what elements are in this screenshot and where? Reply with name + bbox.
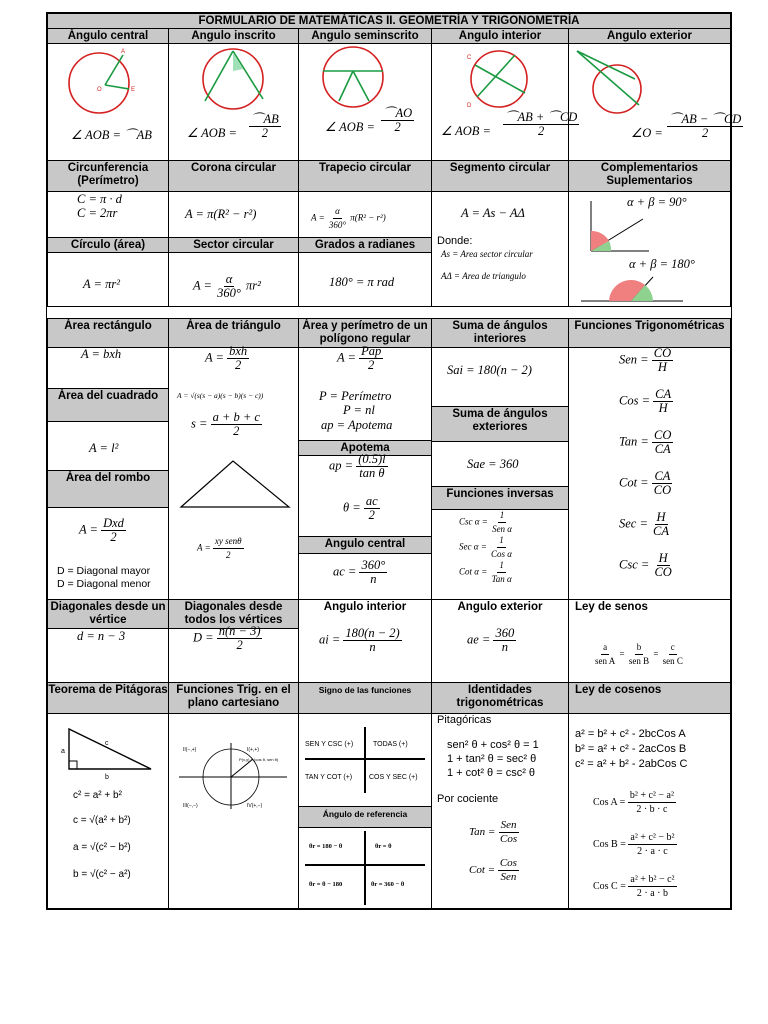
header-angulo-referencia: Ángulo de referencia [298,806,432,828]
header-area-rectangulo: Área rectángulo [47,318,169,348]
senos-a: a [601,641,609,655]
tri-lhs: A = [205,350,224,365]
formula-rombo [79,517,126,544]
tri-sen-den: 2 [226,550,231,560]
csc-num: H [658,551,668,565]
interior-angle-diagram [465,49,545,111]
header-angulo-inscrito: Angulo inscrito [168,28,299,44]
trapecio-num: α [333,205,342,219]
label-A: A [121,49,126,55]
formula-ley-senos: $\frac{a}{\text{sen A}}$ = $\frac{b}{\text{sen B}}$ = $\frac{c}{\text{sen C}}$ [595,642,683,666]
cotq-den: Sen [500,871,517,883]
formula-exterior-lhs: ∠O = [631,126,663,140]
complementary-angle-diagram [583,199,653,257]
diag2-den: 2 [236,638,243,652]
rombo-note-mayor: D = Diagonal mayor [57,565,151,577]
inscrito-num: ⌒AB [251,112,279,126]
header-area-triangulo: Área de triángulo [168,318,299,348]
senos-senA: sen A [595,656,616,666]
ad-definition: AΔ = Area de triangulo [441,271,526,281]
right-triangle-diagram [61,725,157,781]
header-grados: Grados a radianes [298,237,432,253]
rombo-lhs: A = [79,522,98,537]
header-identidades: Identidades trigonométricas [431,682,569,714]
csc-inv-num: 1 [498,509,507,523]
tri-sen-num: xy senθ [213,535,244,549]
apotema-lhs: ap = [329,458,354,473]
apotema-num: (0.5)l [358,452,386,466]
sec-inv-lhs: Sec α = [459,541,487,552]
formula-cos-A [593,789,676,816]
header-pitagoras: Teorema de Pitágoras [47,682,169,714]
formula-sector [193,273,261,300]
ae-lhs: ae = [467,632,491,647]
formula-trapecio [311,205,386,232]
sec-lhs: Sec = [619,516,648,531]
formula-sheet [46,12,742,910]
header-angulo-seminscrito: Angulo seminscrito [298,28,432,44]
formula-sec [619,511,671,538]
formula-circulo: A = πr² [83,277,120,291]
header-funciones-trig: Funciones Trigonométricas [568,318,731,348]
formula-cot [619,470,673,497]
header-circunferencia: Circunferencia (Perímetro) [47,160,169,192]
trapecio-den: 360° [328,220,347,230]
cot-inv-lhs: Cot α = [459,566,488,577]
tan-lhs: Tan = [619,434,649,449]
formula-cot-inv [459,559,514,586]
sec-inv-den: Cos α [491,549,513,559]
poly-num: Pap [361,344,382,358]
quadrant-I: I(+,+) [247,747,259,753]
formula-cos-B [593,831,677,858]
senos-senC: sen C [662,656,683,666]
header-apotema: Apotema [298,440,432,456]
senos-c: c [669,641,677,655]
central-angle-diagram [67,49,147,109]
trapecio-rhs: π(R² − r²) [350,212,386,223]
apotema-den: tan θ [359,466,385,480]
senos-senB: sen B [628,656,650,666]
cotq-lhs: Cot = [469,864,496,877]
header-corona: Corona circular [168,160,299,192]
formula-complementarios: α + β = 90° [627,195,687,209]
formula-inscrito-frac [249,113,281,140]
header-angulo-interior: Angulo interior [431,28,569,44]
sign-q1: TODAS (+) [373,741,408,748]
tanq-lhs: Tan = [469,826,496,839]
cot-num: CA [654,469,671,483]
formula-circ-d: C = π · d [77,192,122,206]
label-C: C [467,55,472,61]
pitagoricas-label: Pitagóricas [437,714,492,726]
sec-num: H [656,510,666,524]
header-angulo-central-poligono: Angulo central [298,536,432,554]
csc-inv-lhs: Csc α = [459,516,488,527]
header-ley-cosenos: Ley de cosenos [568,682,731,714]
csc-den: CO [654,565,672,579]
theta-lhs: θ = [343,500,361,515]
cociente-label: Por cociente [437,793,499,805]
ae-den: n [501,640,508,654]
formula-cot-cociente [469,857,519,884]
header-diagonales-todos: Diagonales desde todos los vértices [168,599,299,629]
identity-3: 1 + cot² θ = csc² θ [447,767,536,779]
ai-num: 180(n − 2) [345,626,400,640]
exterior-num: ⌒AB − ⌒CD [669,112,742,126]
triangle-diagram [179,459,293,511]
unit-circle-diagram [177,741,291,811]
s-den: 2 [233,424,240,438]
quadrant-III: III(−,−) [183,803,198,809]
formula-apotema-def: ap = Apotema [321,418,393,432]
formula-rectangulo: A = bxh [81,347,122,361]
reference-cross [303,829,427,907]
cos-num: CA [655,387,672,401]
identity-2: 1 + tan² θ = sec² θ [447,753,537,765]
formula-central: ∠ AOB = ⌒AB [71,128,152,142]
formula-interior-lhs: ∠ AOB = [441,124,491,138]
sector-lhs: A = [193,278,212,293]
sign-q4: COS Y SEC (+) [369,774,418,781]
formula-triangulo [205,345,249,372]
header-angulo-interior-poligono: Angulo interior [323,601,407,613]
ae-num: 360 [495,626,515,640]
cosenos-a: a² = b² + c² - 2bcCos A [575,728,686,740]
cot-inv-num: 1 [497,559,506,573]
theta-num: ac [365,494,378,508]
formula-csc-inv [459,509,514,536]
tanq-num: Sen [500,819,517,831]
poly-lhs: A = [337,350,356,365]
senos-b: b [635,641,644,655]
tri-num: bxh [229,344,248,358]
exterior-den: 2 [702,126,709,140]
formula-theta [343,495,380,522]
header-funciones-inversas: Funciones inversas [431,486,569,510]
inscribed-angle-diagram [197,51,277,111]
cot-lhs: Cot = [619,475,649,490]
formula-pnl: P = nl [343,403,375,417]
pitagoras-c2: c² = a² + b² [73,790,122,801]
cos-lhs: Cos = [619,393,651,408]
ac-num: 360° [361,558,386,572]
tri-label-a: a [61,748,65,755]
donde-label: Donde: [437,235,473,247]
interior-num: ⌒AB + ⌒CD [505,110,578,124]
tan-num: CO [654,428,672,442]
semins-den: 2 [394,120,401,134]
header-trapecio: Trapecio circular [298,160,432,192]
rombo-den: 2 [110,530,117,544]
formula-cuadrado: A = l² [89,441,119,455]
header-angulo-exterior: Angulo exterior [568,28,731,44]
rombo-num: Dxd [103,516,124,530]
sec-inv-num: 1 [497,534,506,548]
sen-lhs: Sen = [619,352,649,367]
tanq-den: Cos [500,833,518,845]
header-ley-senos: Ley de senos [575,601,648,613]
formula-angulo-interior-poligono [319,627,402,654]
csc-inv-den: Sen α [492,524,513,534]
cotq-num: Cos [499,857,517,869]
formula-suplementarios: α + β = 180° [629,257,695,271]
cot-den: CO [653,483,672,497]
cosA-den: 2 · b · c [636,804,668,815]
rombo-note-menor: D = Diagonal menor [57,578,151,590]
tri-label-c: c [105,740,109,747]
diag2-lhs: D = [193,630,214,645]
header-area-rombo: Área del rombo [47,470,169,508]
cos-den: H [658,401,668,415]
cosA-lhs: Cos A = [593,796,626,808]
poly-den: 2 [368,358,375,372]
semiinscribed-angle-diagram [319,49,399,109]
sen-num: CO [653,346,672,360]
header-suma-interiores: Suma de ángulos interiores [431,318,569,348]
tan-den: CA [654,442,671,456]
header-segmento: Segmento circular [431,160,569,192]
tri-label-b: b [105,774,109,781]
header-suma-exteriores: Suma de ángulos exteriores [431,406,569,442]
cot-inv-den: Tan α [491,574,512,584]
formula-diagonales-vertice: d = n − 3 [77,629,126,643]
header-sector: Sector circular [168,237,299,253]
ref-q4: θr = 360 − θ [371,881,405,888]
formula-suma-exteriores: Sae = 360 [467,457,519,471]
sector-rhs: πr² [245,278,261,293]
header-complementarios: Complementarios Suplementarios [568,160,731,192]
formula-angulo-central [333,559,387,586]
pitagoras-c: c = √(a² + b²) [73,815,131,826]
ai-den: n [369,640,376,654]
inscrito-den: 2 [261,126,269,140]
formula-semins-frac [381,107,414,134]
header-poligono: Área y perímetro de un polígono regular [298,318,432,348]
tri-den: 2 [235,358,242,372]
formula-poligono [337,345,383,372]
formula-perimetro: P = Perímetro [319,389,392,403]
csc-lhs: Csc = [619,557,650,572]
formula-angulo-exterior-poligono [467,627,516,654]
exterior-angle-diagram [573,47,663,113]
cosB-num: a² + c² − b² [630,832,675,843]
sign-q3: TAN Y COT (+) [305,774,353,781]
formula-semins-lhs: ∠ AOB = [325,120,375,134]
header-signo-funciones: Signo de las funciones [298,682,432,714]
header-angulo-central: Ángulo central [47,28,169,44]
formula-sec-inv [459,534,514,561]
trapecio-lhs: A = [311,212,325,223]
header-angulo-exterior-poligono: Angulo exterior [457,601,543,613]
formula-tan [619,429,673,456]
label-D: D [467,103,472,109]
formula-csc [619,552,674,579]
header-plano-cartesiano: Funciones Trig. en el plano cartesiano [168,682,299,714]
diag2-num: n(n − 3) [218,624,261,638]
cosC-num: a² + b² − c² [630,874,675,885]
label-B: E [131,87,136,93]
cosA-num: b² + c² − a² [629,790,674,801]
ref-q2: θr = 180 − θ [309,843,343,850]
cosenos-c: c² = a² + b² - 2abCos C [575,758,688,770]
formula-diagonales-todos [193,625,262,652]
formula-triangulo-seno [197,535,244,562]
quadrant-II: II(−,+) [183,747,197,753]
s-num: a + b + c [212,410,260,424]
sheet-title: FORMULARIO DE MATEMÁTICAS II. GEOMETRÍA Y TRIGONOMETRÍA [47,13,731,29]
header-diagonales-vertice: Diagonales desde un vértice [47,599,169,629]
formula-interior-frac [503,111,579,138]
cosB-den: 2 · a · c [637,846,668,857]
ac-den: n [370,572,377,586]
cosC-den: 2 · a · b [636,888,668,899]
formula-semiperimetro [191,411,262,438]
cosenos-b: b² = a² + c² - 2acCos B [575,743,687,755]
header-area-cuadrado: Área del cuadrado [47,388,169,422]
formula-apotema [329,453,388,480]
sen-den: H [657,360,667,374]
header-circulo: Círculo (área) [47,237,169,253]
sector-den: 360° [217,286,241,300]
formula-exterior-frac [667,113,743,140]
sector-num: α [225,272,233,286]
formula-cos [619,388,673,415]
sec-den: CA [653,524,670,538]
ac-lhs: ac = [333,564,357,579]
ai-lhs: ai = [319,632,341,647]
formula-corona: A = π(R² − r²) [185,207,257,221]
cosB-lhs: Cos B = [593,838,626,850]
sign-q2: SEN Y CSC (+) [305,741,354,748]
tri-sen-lhs: A = [197,542,211,553]
pitagoras-b: b = √(c² − a²) [73,869,131,880]
formula-sen [619,347,673,374]
s-lhs: s = [191,416,208,431]
theta-den: 2 [368,508,375,522]
formula-inscrito-lhs: ∠ AOB = [187,126,237,140]
quadrant-IV: IV(+,−) [247,803,263,809]
formula-heron: A = √(s(s − a)(s − b)(s − c)) [177,391,264,400]
formula-circ-r: C = 2πr [77,206,118,220]
signs-cross [303,725,427,795]
formula-tan-cociente [469,819,519,846]
formula-segmento: A = As − AΔ [461,206,525,220]
formula-suma-interiores: Sai = 180(n − 2) [447,363,532,377]
point-label: P(x,y) = (cos θ, sen θ) [239,757,279,762]
supplementary-angle-diagram [579,273,689,305]
formula-cos-C [593,873,677,900]
as-definition: As = Area sector circular [441,249,533,259]
label-O: O [97,87,102,93]
formula-grados: 180° = π rad [329,275,395,289]
ref-q1: θr = θ [375,843,392,850]
ref-q3: θr = θ − 180 [309,881,343,888]
identity-1: sen² θ + cos² θ = 1 [447,739,539,751]
cosC-lhs: Cos C = [593,880,626,892]
interior-den: 2 [538,124,545,138]
semins-num: ⌒AO [383,106,413,120]
pitagoras-a: a = √(c² − b²) [73,842,131,853]
